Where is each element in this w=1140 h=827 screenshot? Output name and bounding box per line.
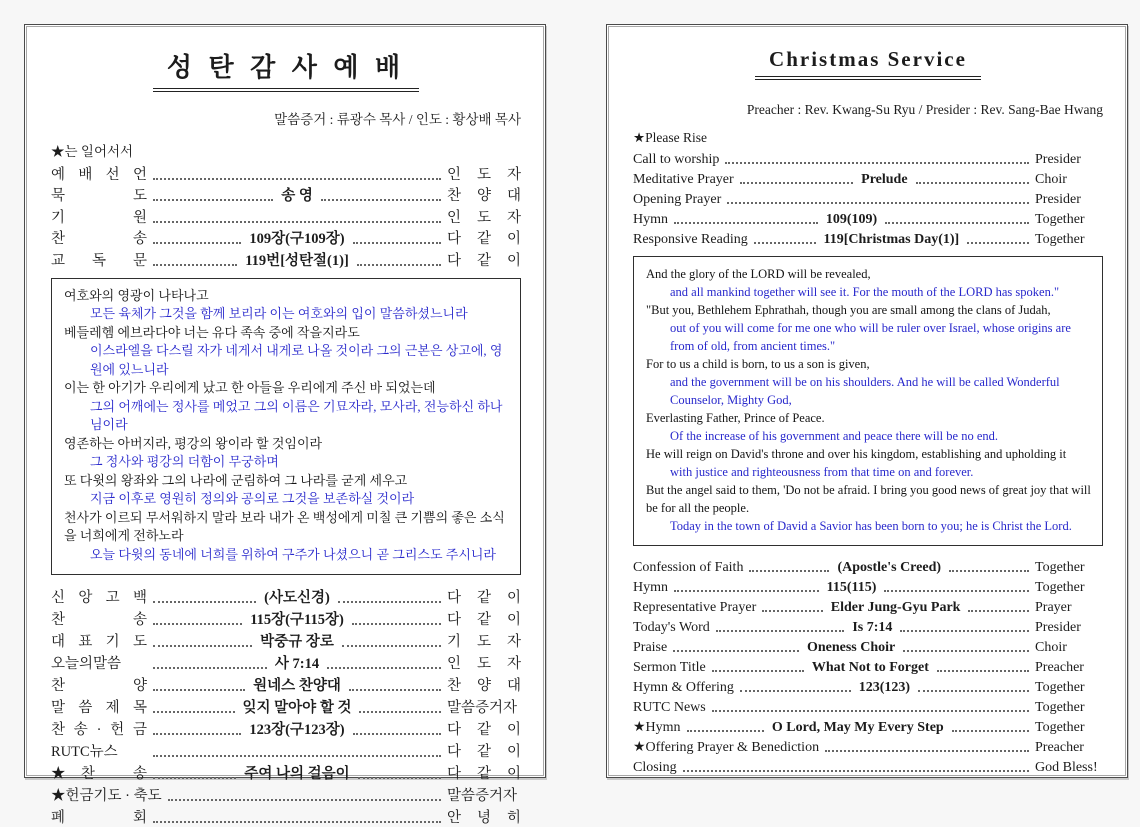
order-row [51, 184, 521, 206]
english-order-of-service-bottom [633, 556, 1103, 776]
order-item-role: Preacher [1035, 660, 1084, 675]
korean-order-of-service-top [51, 162, 521, 270]
dotted-leader [900, 630, 1029, 632]
order-item-label: 찬 송 [51, 231, 147, 247]
order-item-role: 말씀증거자 [447, 788, 518, 804]
korean-bulletin-page [24, 24, 546, 826]
dotted-leader [903, 650, 1029, 652]
order-row [51, 607, 521, 629]
reading-line-response: and the government will be on his shoulders. And he will be called Wonderful Counselor, Mighty God, [670, 375, 1060, 407]
dotted-leader [673, 650, 799, 652]
order-item-value: 115(115) [826, 580, 877, 595]
dotted-leader [321, 199, 441, 201]
order-row [633, 208, 1103, 228]
order-item-role: Together [1035, 680, 1085, 695]
order-item-value: 사 7:14 [274, 656, 320, 672]
order-item-role: 다 같 이 [447, 722, 521, 738]
dotted-leader [359, 711, 441, 713]
english-order-of-service-top [633, 148, 1103, 248]
dotted-leader [967, 242, 1029, 244]
dotted-leader [338, 601, 441, 603]
order-row [51, 629, 521, 651]
order-item-role: Prayer [1035, 600, 1072, 615]
order-row [51, 227, 521, 249]
english-preacher-line: Preacher : Rev. Kwang-Su Ryu / Presider : Rev. Sang-Bae Hwang [746, 102, 1103, 117]
order-item-label: Responsive Reading [633, 232, 748, 247]
dotted-leader [754, 242, 816, 244]
order-item-value: Oneness Choir [806, 640, 896, 655]
order-item-label: 찬 양 [51, 678, 147, 694]
order-item-label: Praise [633, 640, 668, 655]
order-item-label: 찬 송 [51, 612, 147, 628]
reading-line-call: And the glory of the LORD will be revealed, [646, 267, 871, 281]
order-row [51, 739, 521, 761]
order-item-label: 예 배 선 언 [51, 166, 147, 183]
reading-line-response: 이스라엘을 다스릴 자가 네게서 내게로 나올 것이라 그의 근본은 상고에, 영원에 있느니라 [90, 343, 503, 377]
dotted-leader [740, 182, 853, 184]
dotted-leader [153, 667, 267, 669]
order-row [51, 761, 521, 783]
order-item-label: Meditative Prayer [633, 172, 734, 187]
order-item-role: Together [1035, 560, 1085, 575]
order-item-value: 주여 나의 걸음이 [244, 766, 350, 782]
korean-page-title: 성 탄 감 사 예 배 [153, 47, 419, 92]
dotted-leader [353, 733, 441, 735]
dotted-leader [674, 590, 819, 592]
order-item-label: 기 원 [51, 209, 147, 226]
reading-line-call: 여호와의 영광이 나타나고 [64, 287, 209, 303]
order-item-role: 다 같 이 [447, 252, 522, 269]
korean-title-wrap [51, 47, 521, 92]
order-item-role: Together [1035, 232, 1085, 247]
order-item-role: Together [1035, 580, 1085, 595]
dotted-leader [712, 710, 1029, 712]
order-item-role: 다 같 이 [447, 744, 521, 760]
dotted-leader [825, 750, 1029, 752]
dotted-leader [357, 264, 441, 266]
dotted-leader [918, 690, 1029, 692]
order-row [51, 695, 521, 717]
order-item-role: 찬 양 대 [447, 188, 522, 204]
reading-line-call: 이는 한 아기가 우리에게 났고 한 아들을 우리에게 주신 바 되었는데 [64, 380, 436, 395]
order-item-value: 123(123) [858, 680, 911, 695]
order-row [633, 576, 1103, 596]
order-row [51, 783, 521, 805]
order-row [633, 656, 1103, 676]
order-row [633, 168, 1103, 188]
order-item-value: (Apostle's Creed) [837, 560, 942, 575]
order-item-value: (사도신경) [264, 590, 330, 606]
order-row [633, 636, 1103, 656]
order-item-value: Is 7:14 [852, 620, 893, 635]
order-row [633, 596, 1103, 616]
dotted-leader [937, 670, 1029, 672]
order-item-label: RUTC뉴스 [51, 744, 118, 760]
order-item-label: 찬 송 · 헌 금 [51, 722, 147, 738]
reading-line-call: 또 다윗의 왕좌와 그의 나라에 군림하여 그 나라를 굳게 세우고 [64, 472, 408, 488]
order-item-label: ★헌금기도 · 축도 [51, 788, 162, 804]
reading-line-call: "But you, Bethlehem Ephrathah, though you are small among the clans of Judah, [646, 303, 1051, 317]
order-item-label: 교 독 문 [51, 252, 147, 269]
dotted-leader [683, 770, 1029, 772]
order-item-role: 다 같 이 [447, 766, 521, 782]
english-rise-note: ★Please Rise [633, 130, 707, 145]
dotted-leader [168, 799, 441, 801]
order-item-role: God Bless! [1035, 760, 1098, 775]
reading-line-response: Today in the town of David a Savior has been born to you; he is Christ the Lord. [670, 519, 1072, 533]
order-item-label: Call to worship [633, 152, 720, 167]
dotted-leader [884, 590, 1029, 592]
dotted-leader [153, 199, 273, 201]
order-item-value: Elder Jung-Gyu Park [830, 600, 961, 615]
order-row [51, 805, 521, 827]
order-row [51, 205, 521, 227]
order-item-role: Together [1035, 700, 1085, 715]
order-item-role: 인 도 자 [447, 656, 521, 672]
reading-line-call: He will reign on David's throne and over his kingdom, establishing and upholding it [646, 447, 1067, 461]
order-item-label: RUTC News [633, 700, 706, 715]
dotted-leader [342, 645, 441, 647]
dotted-leader [153, 821, 441, 823]
order-item-label: 오늘의말씀 [51, 656, 122, 672]
reading-line-response: 모든 육체가 그것을 함께 보리라 이는 여호와의 입이 말씀하셨느니라 [90, 306, 468, 321]
order-item-value: What Not to Forget [811, 660, 929, 675]
order-item-label: Opening Prayer [633, 192, 722, 207]
order-item-label: 말 씀 제 목 [51, 700, 147, 716]
reading-line-call: For to us a child is born, to us a son is given, [646, 357, 870, 371]
english-bulletin-page [606, 24, 1128, 778]
order-row [51, 673, 521, 695]
english-title-wrap [633, 47, 1103, 80]
order-item-label: ★Hymn [633, 720, 681, 735]
order-row [633, 736, 1103, 756]
order-row [633, 188, 1103, 208]
order-item-role: Presider [1035, 192, 1081, 207]
dotted-leader [327, 667, 441, 669]
order-item-value: 박중규 장로 [260, 634, 334, 650]
order-item-value: 109장(구109장) [249, 231, 345, 247]
order-item-label: 신 앙 고 백 [51, 590, 147, 606]
dotted-leader [153, 242, 241, 244]
order-item-value: 123장(구123장) [249, 722, 345, 738]
order-item-value: 송 영 [281, 188, 313, 204]
order-item-value: O Lord, May My Every Step [771, 720, 944, 735]
dotted-leader [153, 178, 441, 180]
order-item-role: 다 같 이 [447, 590, 521, 606]
order-item-value: 119[Christmas Day(1)] [823, 232, 960, 247]
order-item-role: Together [1035, 212, 1085, 227]
korean-responsive-reading-box [51, 278, 521, 576]
korean-page-inner [26, 26, 544, 826]
dotted-leader [153, 264, 237, 266]
order-item-value: 잊지 말아야 할 것 [242, 700, 352, 716]
dotted-leader [727, 202, 1029, 204]
dotted-leader [916, 182, 1029, 184]
dotted-leader [952, 730, 1029, 732]
dotted-leader [153, 711, 235, 713]
korean-preacher-line: 말씀증거 : 류광수 목사 / 인도 : 황상배 목사 [274, 112, 521, 127]
order-item-label: Hymn [633, 212, 668, 227]
order-row [633, 616, 1103, 636]
reading-line-response: and all mankind together will see it. For the mouth of the LORD has spoken." [670, 285, 1060, 299]
order-row [633, 676, 1103, 696]
order-item-value: 119번[성탄절(1)] [245, 252, 349, 269]
dotted-leader [885, 222, 1029, 224]
order-item-label: 폐 회 [51, 810, 147, 826]
reading-line-call: But the angel said to them, 'Do not be afraid. I bring you good news of great joy that will be for all the people. [646, 483, 1091, 515]
order-item-label: Representative Prayer [633, 600, 757, 615]
dotted-leader [712, 670, 804, 672]
dotted-leader [674, 222, 818, 224]
reading-line-response: 지금 이후로 영원히 정의와 공의로 그것을 보존하실 것이라 [90, 491, 415, 506]
dotted-leader [740, 690, 851, 692]
order-item-role: Choir [1035, 640, 1067, 655]
order-row [633, 148, 1103, 168]
order-item-value: 원네스 찬양대 [253, 678, 341, 694]
korean-rise-note: ★는 일어서서 [51, 144, 134, 159]
dotted-leader [687, 730, 764, 732]
order-item-label: Hymn & Offering [633, 680, 734, 695]
dotted-leader [349, 689, 441, 691]
order-item-label: ★Offering Prayer & Benediction [633, 740, 820, 755]
order-row [51, 162, 521, 184]
reading-line-response: Of the increase of his government and peace there will be no end. [670, 429, 998, 443]
reading-line-call: 영존하는 아버지라, 평강의 왕이라 할 것임이라 [64, 435, 323, 451]
order-item-role: 안 녕 히 [447, 810, 521, 826]
order-item-label: Today's Word [633, 620, 710, 635]
order-item-label: Confession of Faith [633, 560, 744, 575]
reading-line-response: 오늘 다윗의 동네에 너희를 위하여 구주가 나셨으니 곧 그리스도 주시니라 [90, 546, 496, 562]
dotted-leader [949, 570, 1029, 572]
dotted-leader [153, 601, 256, 603]
dotted-leader [153, 755, 441, 757]
reading-line-call: 천사가 이르되 무서워하지 말라 보라 내가 온 백성에게 미칠 큰 기쁨의 좋은 소식을 너희에게 전하노라 [64, 509, 505, 543]
order-row [51, 248, 521, 270]
order-item-role: 말씀증거자 [447, 700, 518, 716]
reading-line-response: out of you will come for me one who will be ruler over Israel, whose origins are from of old, from ancient times." [670, 321, 1071, 353]
order-item-role: Presider [1035, 152, 1081, 167]
dotted-leader [358, 777, 441, 779]
order-item-value: 109(109) [825, 212, 878, 227]
order-item-role: Preacher [1035, 740, 1084, 755]
dotted-leader [153, 733, 241, 735]
dotted-leader [725, 162, 1029, 164]
dotted-leader [153, 623, 242, 625]
dotted-leader [153, 689, 245, 691]
order-item-value: 115장(구115장) [250, 612, 344, 628]
reading-line-call: Everlasting Father, Prince of Peace. [646, 411, 825, 425]
english-page-inner [608, 26, 1126, 776]
order-item-role: 다 같 이 [447, 231, 521, 247]
order-item-role: Presider [1035, 620, 1081, 635]
dotted-leader [968, 610, 1029, 612]
dotted-leader [153, 221, 441, 223]
order-item-role: 다 같 이 [447, 612, 522, 628]
order-row [51, 717, 521, 739]
order-row [633, 696, 1103, 716]
order-row [633, 228, 1103, 248]
order-item-label: 대 표 기 도 [51, 634, 147, 650]
order-item-role: 찬 양 대 [447, 678, 522, 694]
dotted-leader [762, 610, 823, 612]
dotted-leader [353, 242, 441, 244]
order-item-label: Hymn [633, 580, 668, 595]
order-row [51, 651, 521, 673]
order-item-role: 기 도 자 [447, 634, 522, 650]
order-item-label: ★찬 송 [51, 766, 147, 782]
reading-line-response: with justice and righteousness from that time on and forever. [670, 465, 974, 479]
reading-line-call: 베들레헴 에브라다야 너는 유다 족속 중에 작을지라도 [64, 324, 360, 340]
korean-order-of-service-bottom [51, 585, 521, 827]
order-item-label: Sermon Title [633, 660, 706, 675]
order-item-value: Prelude [861, 172, 908, 187]
english-page-title: Christmas Service [755, 47, 981, 80]
dotted-leader [352, 623, 441, 625]
order-item-role: 인 도 자 [447, 209, 521, 226]
order-row [633, 556, 1103, 576]
dotted-leader [153, 777, 236, 779]
dotted-leader [716, 630, 845, 632]
order-row [633, 756, 1103, 776]
dotted-leader [153, 645, 252, 647]
order-item-role: Together [1035, 720, 1085, 735]
order-row [51, 585, 521, 607]
reading-line-response: 그의 어깨에는 정사를 메었고 그의 이름은 기묘자라, 모사라, 전능하신 하나님이라 [90, 398, 503, 432]
order-item-label: 묵 도 [51, 188, 147, 204]
reading-line-response: 그 정사와 평강의 더함이 무궁하며 [90, 454, 279, 469]
dotted-leader [749, 570, 829, 572]
order-item-role: Choir [1035, 172, 1067, 187]
order-item-role: 인 도 자 [447, 166, 521, 183]
english-responsive-reading-box [633, 256, 1103, 546]
order-item-label: Closing [633, 760, 677, 775]
order-row [633, 716, 1103, 736]
